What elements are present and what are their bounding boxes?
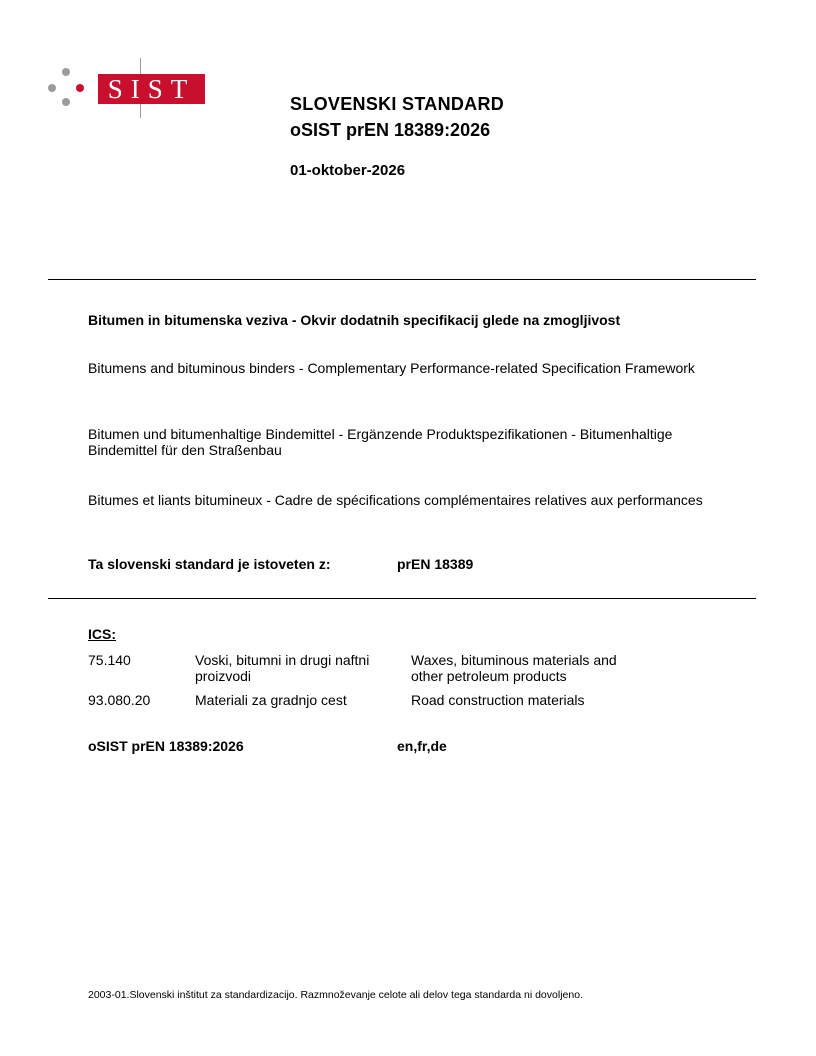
- ics-slovenian: Materiali za gradnjo cest: [195, 692, 347, 708]
- logo-dots-icon: [46, 66, 86, 110]
- ics-label: ICS:: [88, 626, 116, 642]
- title-english: Bitumens and bituminous binders - Complementary Performance-related Specification Framework: [88, 360, 695, 376]
- standard-heading: SLOVENSKI STANDARD: [290, 94, 505, 114]
- ics-english: Road construction materials: [411, 692, 585, 708]
- ics-code: 93.080.20: [88, 692, 151, 708]
- standard-date: 01-oktober-2026: [290, 162, 406, 179]
- copyright-footer: 2003-01.Slovenski inštitut za standardizacijo. Razmnoževanje celote ali delov tega standarda ni dovoljeno.: [88, 989, 583, 1001]
- summary-code: oSIST prEN 18389:2026: [88, 738, 244, 754]
- top-rule: [48, 279, 756, 280]
- ics-slovenian: Voski, bitumni in drugi naftni proizvodi: [195, 652, 370, 684]
- summary-languages: en,fr,de: [397, 738, 447, 754]
- identical-value: prEN 18389: [397, 556, 474, 572]
- title-french: Bitumes et liants bitumineux - Cadre de spécifications complémentaires relatives aux performances: [88, 492, 703, 508]
- identical-label: Ta slovenski standard je istoveten z:: [88, 556, 331, 572]
- sist-logo: [98, 74, 205, 104]
- ics-code: 75.140: [88, 652, 131, 668]
- title-german: Bitumen und bitumenhaltige Bindemittel - Ergänzende Produktspezifikationen - Bitumenhaltige Bindemittel für den Straßenbau: [88, 426, 673, 458]
- logo-text: SIST: [107, 74, 196, 104]
- standard-code: oSIST prEN 18389:2026: [290, 120, 491, 140]
- title-slovenian: Bitumen in bitumenska veziva - Okvir dodatnih specifikacij glede na zmogljivost: [88, 312, 621, 328]
- ics-english: Waxes, bituminous materials and other petroleum products: [411, 652, 617, 684]
- middle-rule: [48, 598, 756, 599]
